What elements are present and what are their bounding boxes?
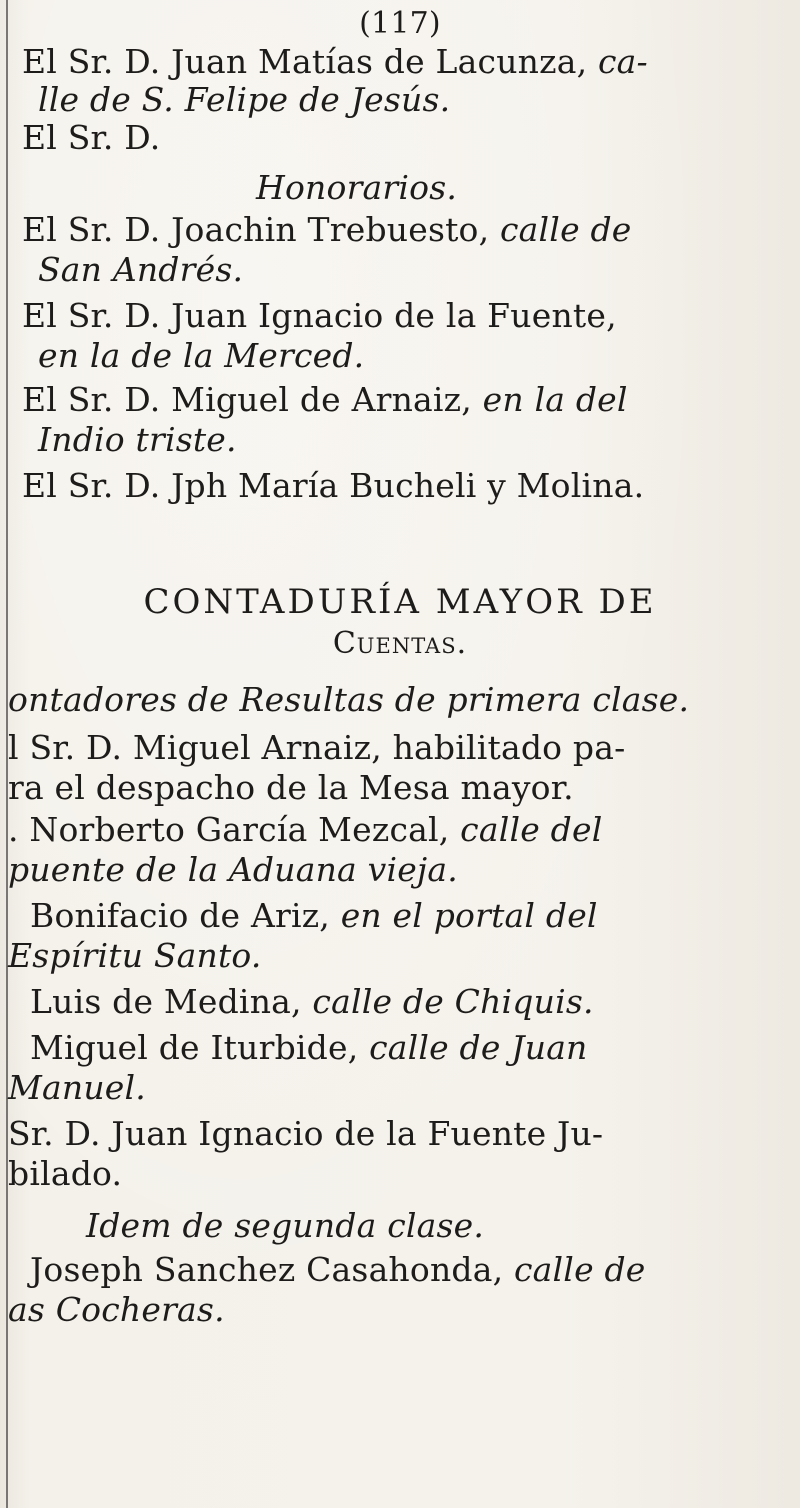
text-line-23: Manuel. [8, 1068, 146, 1107]
text-line-1: El Sr. D. Juan Matías de Lacunza, ca- [22, 42, 648, 81]
text-line-16: ra el despacho de la Mesa mayor. [8, 768, 574, 807]
section-heading-contaduria: CONTADURÍA MAYOR DE [143, 582, 657, 622]
text-line-21: Luis de Medina, calle de Chiquis. [30, 982, 594, 1021]
text-line-6: San Andrés. [38, 250, 244, 289]
text-line-24: Sr. D. Juan Ignacio de la Fuente Ju- [8, 1114, 604, 1153]
text-line-10: Indio triste. [38, 420, 237, 459]
text-line-25: bilado. [8, 1154, 123, 1193]
text-line-11: El Sr. D. Jph María Bucheli y Molina. [22, 466, 645, 505]
text-line-15: l Sr. D. Miguel Arnaiz, habilitado pa- [8, 728, 626, 767]
text-line-22: Miguel de Iturbide, calle de Juan [30, 1028, 588, 1067]
text-line-8: en la de la Merced. [38, 336, 365, 375]
subsection-heading-primera-clase: ontadores de Resultas de primera clase. [8, 680, 690, 719]
text-line-2: lle de S. Felipe de Jesús. [38, 80, 451, 119]
text-line-5: El Sr. D. Joachin Trebuesto, calle de [22, 210, 632, 249]
text-line-19: Bonifacio de Ariz, en el portal del [30, 896, 598, 935]
page-number: (117) [359, 6, 441, 41]
section-heading-honorarios: Honorarios. [256, 168, 458, 207]
text-line-27: Joseph Sanchez Casahonda, calle de [30, 1250, 646, 1289]
text-line-17: . Norberto García Mezcal, calle del [8, 810, 603, 849]
text-line-18: puente de la Aduana vieja. [8, 850, 458, 889]
text-line-3: El Sr. D. [22, 118, 161, 157]
section-subheading-cuentas: Cuentas. [332, 626, 468, 661]
text-line-9: El Sr. D. Miguel de Arnaiz, en la del [22, 380, 628, 419]
text-line-7: El Sr. D. Juan Ignacio de la Fuente, [22, 296, 617, 335]
subsection-heading-segunda-clase: Idem de segunda clase. [86, 1206, 485, 1245]
text-line-28: as Cocheras. [8, 1290, 225, 1329]
text-line-20: Espíritu Santo. [8, 936, 262, 975]
